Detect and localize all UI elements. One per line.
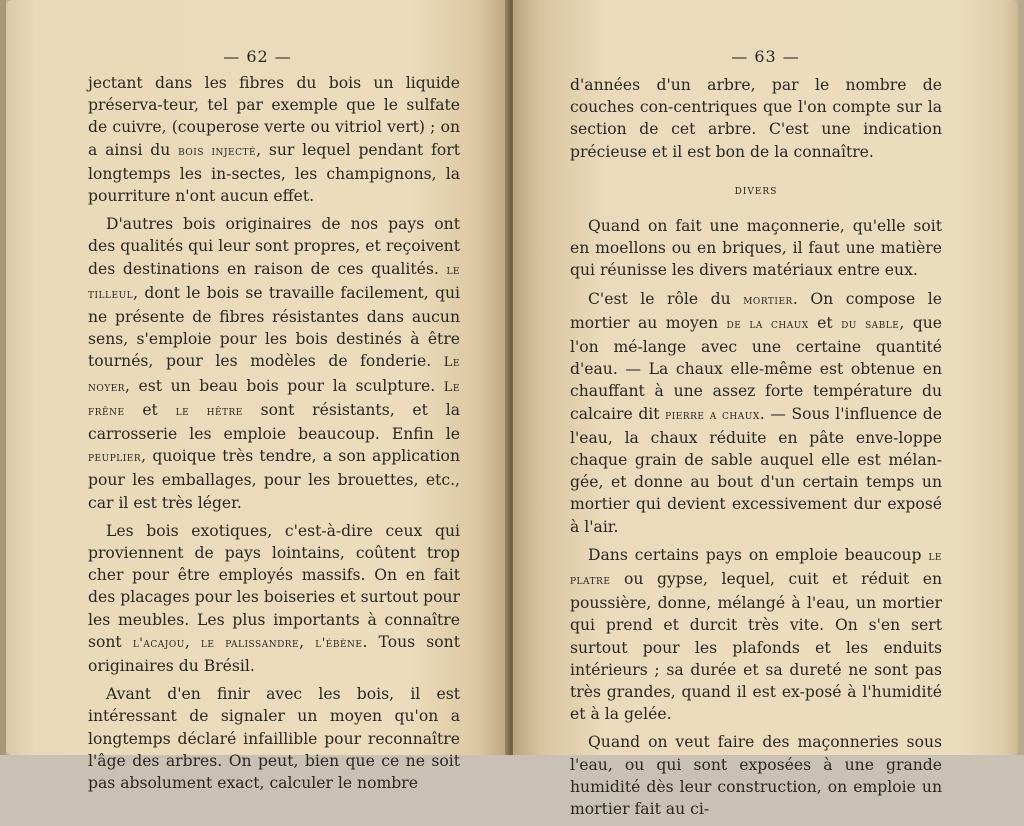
term: l'ébène xyxy=(315,635,363,651)
paragraph: Quand on veut faire des maçonneries sous l'eau, ou qui sont exposées à une grande humidité dès leur construction, on emploie un mortier fait au ci- xyxy=(570,733,942,819)
term: le palissandre xyxy=(200,635,300,651)
term: l'acajou xyxy=(132,635,185,651)
paragraph: C'est le rôle du mortier. On compose le mortier au moyen de la chaux et du sable, que l'on mé-lange avec une certaine quantité d'eau. — La chaux elle-même est obtenue en chauffant à une assez forte température du calcaire dit pierre a chaux. — Sous l'influence de l'eau, la chaux réduite en pâte enve-loppe chaque grain de sable auquel elle est mélan-gée, et donne au bout d'un certain temps un mortier qui devient excessivement dur exposé à l'air. xyxy=(570,289,943,536)
term: Le frêne xyxy=(88,379,460,419)
paragraph: D'autres bois originaires de nos pays ont des qualités qui leur sont propres, et reçoivent des destinations en raison de ces qualités. le tilleul, dont le bois se travaille facilement, qui ne présente de fibres résistantes dans aucun sens, s'emploie pour les bois destinés à être tournés, pour les modèles de fonderie. Le noyer, est un beau bois pour la sculpture. Le frêne et le hêtre sont résistants, et la carrosserie les emploie beaucoup. Enfin le peuplier, quoique très tendre, a son application pour les emballages, pour les brouettes, etc., car il est très léger. xyxy=(88,215,460,512)
term: de la chaux xyxy=(726,316,809,332)
term: bois injecté xyxy=(178,143,257,159)
term: le tilleul xyxy=(88,262,460,302)
right-page xyxy=(513,0,1018,819)
paragraph: Dans certains pays on emploie beaucoup le platre ou gypse, lequel, cuit et réduit en poussière, donne, mélangé à l'eau, un mortier qui prend et durcit très vite. On s'en sert surtout pour les plafonds et les enduits intérieurs ; sa durée et sa dureté ne sont pas très grandes, quand il est ex-posé à l'humidité et à la gelée. xyxy=(570,545,942,724)
paragraph: Quand on fait une maçonnerie, qu'elle soit en moellons ou en briques, il faut une matière qui réunisse les divers matériaux entre eux. xyxy=(570,217,942,280)
paragraph: Avant d'en finir avec les bois, il est intéressant de signaler un moyen qu'on a longtemps déclaré infaillible pour reconnaître l'âge des arbres. On peut, bien que ce ne soit pas absolument exact, calculer le nombre xyxy=(88,685,460,793)
term: le hêtre xyxy=(175,403,243,419)
left-page xyxy=(6,0,509,793)
left-page-text xyxy=(88,72,460,800)
paragraph: d'années d'un arbre, par le nombre de couches con-centriques que l'on compte sur la section de cet arbre. C'est une indication précieuse et il est bon de la connaître. xyxy=(570,76,942,161)
paragraph: Les bois exotiques, c'est-à-dire ceux qui proviennent de pays lointains, coûtent trop cher pour être employés massifs. On en fait des placages pour les boiseries et surtout pour les meubles. Les plus importants à connaître sont l'acajou, le palissandre, l'ébène. Tous sont originaires du Brésil. xyxy=(88,521,460,676)
term: pierre a chaux xyxy=(665,407,760,423)
page-number-left: — 62 — xyxy=(223,47,292,66)
term: Le noyer xyxy=(88,355,460,395)
page-number-right: — 63 — xyxy=(731,47,800,66)
term: le platre xyxy=(570,548,942,589)
right-page-text xyxy=(570,74,942,826)
paragraph: jectant dans les fibres du bois un liquide préserva-teur, tel par exemple que le sulfate de cuivre, (couperose verte ou vitriol vert) ; on a ainsi du bois injecté, sur lequel pendant fort longtemps les in-sectes, les champignons, la pourriture n'ont aucun effet. xyxy=(88,74,460,206)
term: mortier xyxy=(743,292,793,308)
section-heading: divers xyxy=(734,181,778,197)
term: peuplier xyxy=(88,450,142,466)
term: du sable xyxy=(841,316,900,332)
book-right-edge xyxy=(1018,0,1024,755)
